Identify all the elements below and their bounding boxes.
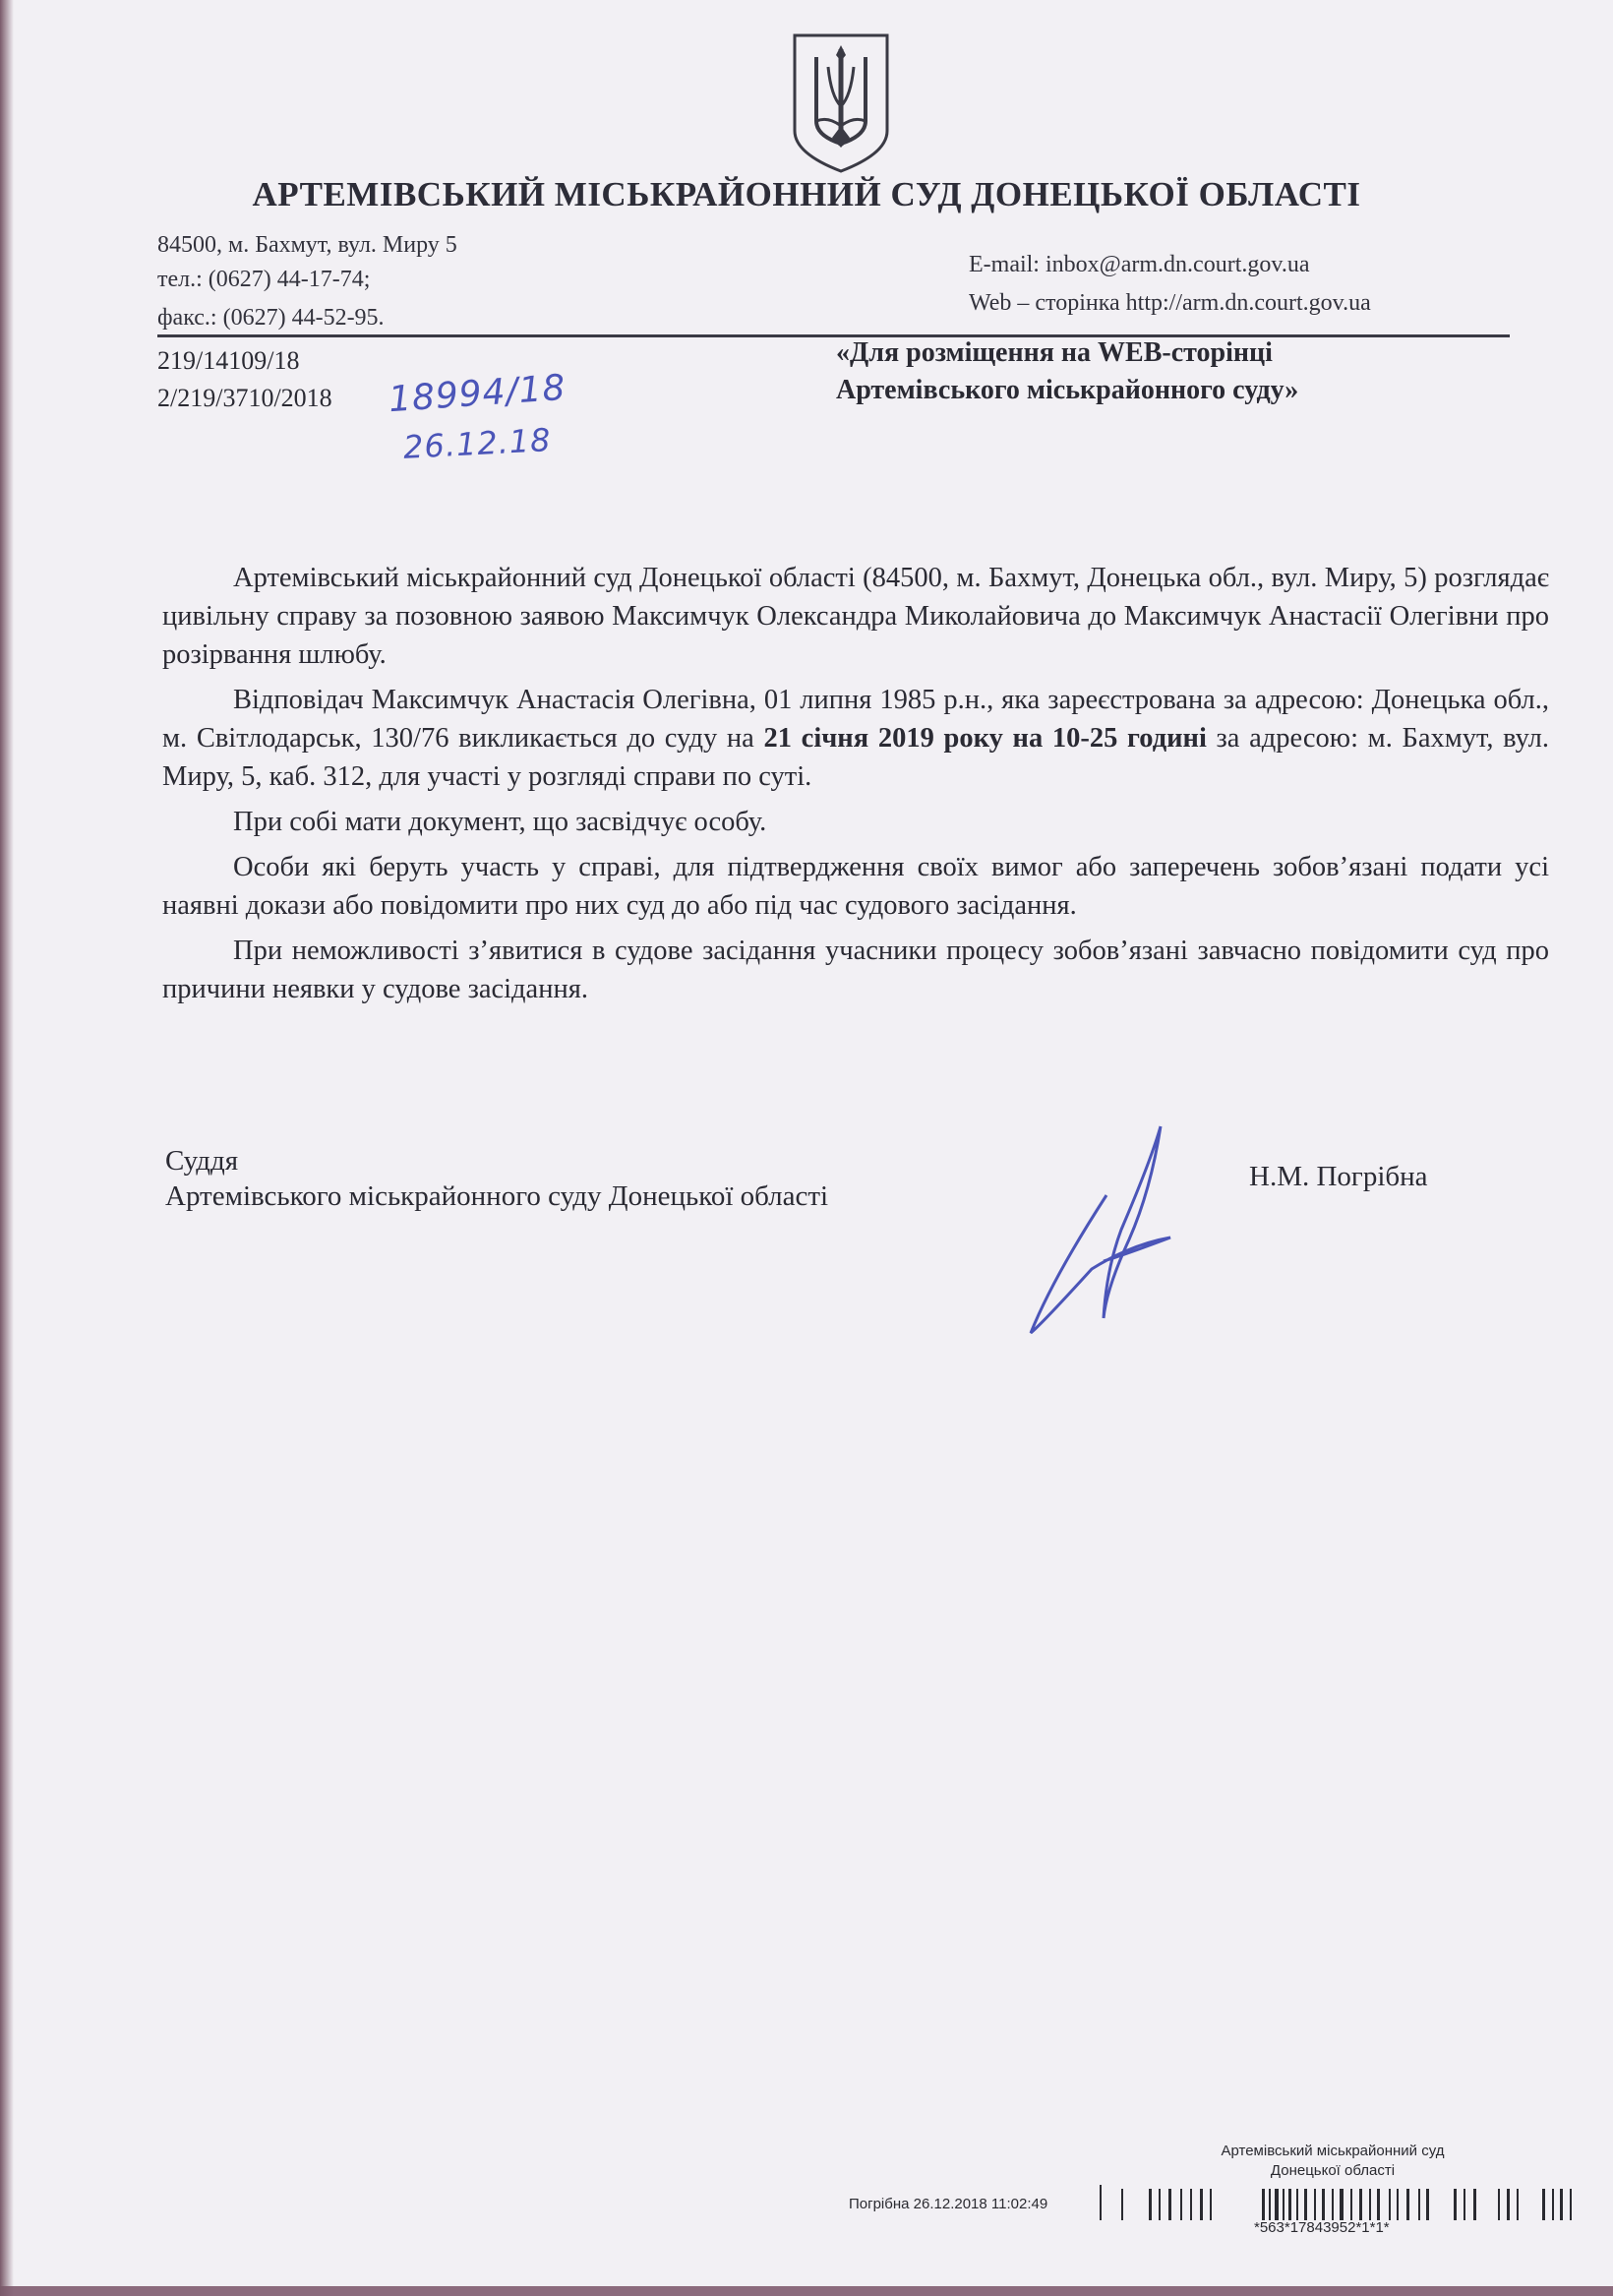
court-address: 84500, м. Бахмут, вул. Миру 5 xyxy=(157,232,457,258)
web-publication-note xyxy=(836,334,1298,409)
judge-name: Н.М. Погрібна xyxy=(1249,1161,1428,1192)
handwritten-registration-date: 26.12.18 xyxy=(402,421,553,466)
court-fax: факс.: (0627) 44-52-95. xyxy=(157,305,385,331)
court-name-heading: АРТЕМІВСЬКИЙ МІСЬКРАЙОННИЙ СУД ДОНЕЦЬКОЇ ОБЛАСТІ xyxy=(252,175,1361,213)
judge-court: Артемівського міськрайонного суду Донецької області xyxy=(165,1180,829,1212)
handwritten-registration-number: 18994/18 xyxy=(387,367,568,421)
summons-body xyxy=(162,559,1549,1015)
judge-title: Суддя xyxy=(165,1145,239,1177)
proceeding-number: 2/219/3710/2018 xyxy=(157,384,332,412)
trident-coat-of-arms-icon xyxy=(787,28,895,175)
handwritten-signature-icon xyxy=(1013,1121,1190,1348)
paragraph-id-document: При собі мати документ, що засвідчує особу. xyxy=(233,807,767,837)
web-note-line2: Артемівського міськрайонного суду» xyxy=(836,375,1299,405)
court-website: Web – сторінка http://arm.dn.court.gov.ua xyxy=(969,290,1371,316)
paragraph-evidence: Особи які беруть участь у справі, для підтвердження своїх вимог або заперечень зобов’язані подати усі наявні докази або повідомити про них суд до або під час судового засідання. xyxy=(162,852,1549,921)
court-email: E-mail: inbox@arm.dn.court.gov.ua xyxy=(969,252,1310,277)
case-number: 219/14109/18 xyxy=(157,346,300,375)
page-bottom-edge xyxy=(0,2286,1613,2296)
barcode-icon xyxy=(1100,2185,1582,2220)
paragraph-absence-notice: При неможливості з’явитися в судове засідання учасники процесу зобов’язані завчасно повідомити суд про причини неявки у судове засідання. xyxy=(162,936,1549,1004)
header-divider xyxy=(157,334,1510,337)
paragraph-case: Артемівський міськрайонний суд Донецької області (84500, м. Бахмут, Донецька обл., вул. Миру, 5) розглядає цивільну справу за позовною заявою Максимчук Олександра Миколайовича до Максимчук Анастасії Олегівни про розірвання шлюбу. xyxy=(162,563,1549,670)
hearing-date-time: 21 січня 2019 року на 10-25 годині xyxy=(763,723,1207,754)
barcode-text: *563*17843952*1*1* xyxy=(1254,2219,1390,2236)
paragraph-summons: Відповідач Максимчук Анастасія Олегівна, 01 липня 1985 р.н., яка зареєстрована за адресою: Донецька обл., м. Світлодарськ, 130/76 викликається до суду на 21 січня 2019 року на 10-25 годині за адресою: м. Бахмут, вул. Миру, 5, каб. 312, для участі у розгляді справи по суті. xyxy=(162,685,1549,792)
court-phone: тел.: (0627) 44-17-74; xyxy=(157,267,371,292)
stamp-org-line1: Артемівський міськрайонний суд xyxy=(1221,2143,1445,2159)
electronic-signature-stamp: Погрібна 26.12.2018 11:02:49 xyxy=(849,2196,1048,2212)
web-note-line1: «Для розміщення на WEB-сторінці xyxy=(836,337,1273,368)
stamp-org-line2: Донецької області xyxy=(1270,2162,1396,2179)
